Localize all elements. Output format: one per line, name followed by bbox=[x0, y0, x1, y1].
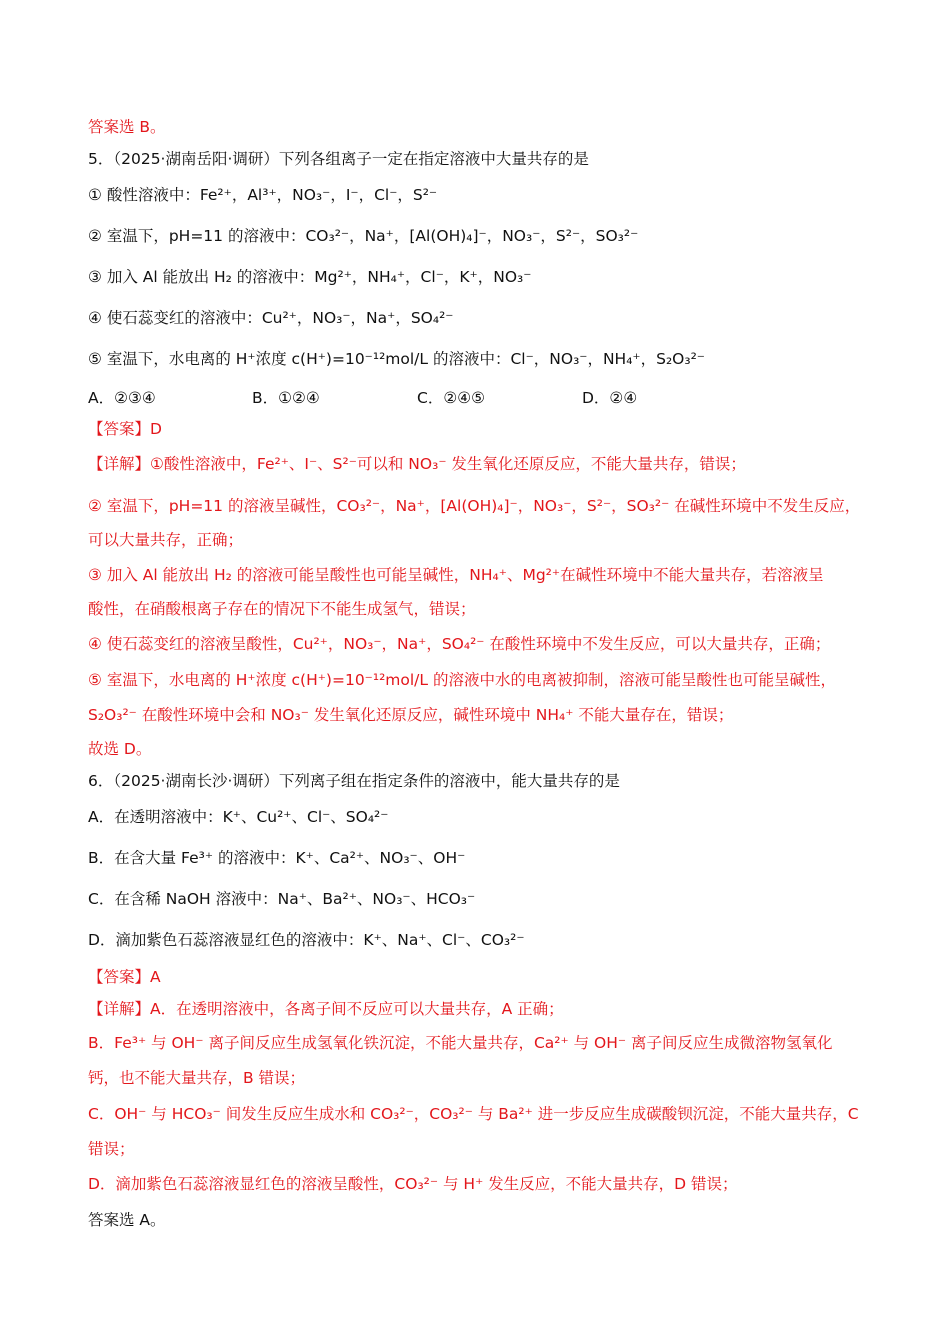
question-6-stem: 6．（2025·湖南长沙·调研）下列离子组在指定条件的溶液中，能大量共存的是 bbox=[88, 772, 620, 790]
q5-explain-line: 【详解】①酸性溶液中，Fe²⁺、I⁻、S²⁻可以和 NO₃⁻ 发生氧化还原反应，不能大量共存，错误； bbox=[88, 455, 746, 473]
q6-option-c: C．在含稀 NaOH 溶液中：Na⁺、Ba²⁺、NO₃⁻、HCO₃⁻ bbox=[88, 890, 476, 908]
q5-explain-line: ⑤ 室温下，水电离的 H⁺浓度 c(H⁺)=10⁻¹²mol/L 的溶液中水的电离被抑制，溶液可能呈酸性也可能呈碱性， bbox=[88, 671, 836, 689]
q6-explain-line: 钙，也不能大量共存，B 错误； bbox=[88, 1069, 306, 1087]
q5-item-4: ④ 使石蕊变红的溶液中：Cu²⁺，NO₃⁻，Na⁺，SO₄²⁻ bbox=[88, 309, 454, 327]
q6-explain-line: 【详解】A．在透明溶液中，各离子间不反应可以大量共存，A 正确； bbox=[88, 1000, 564, 1018]
q5-item-2: ② 室温下，pH=11 的溶液中：CO₃²⁻，Na⁺，[Al(OH)₄]⁻，NO₃⁻，S²⁻，SO₃²⁻ bbox=[88, 227, 639, 245]
q5-option-a: A．②③④ bbox=[88, 389, 156, 407]
q5-explain-line: ② 室温下，pH=11 的溶液呈碱性，CO₃²⁻，Na⁺，[Al(OH)₄]⁻，NO₃⁻，S²⁻，SO₃²⁻ 在碱性环境中不发生反应， bbox=[88, 497, 861, 515]
q5-explain-line: 可以大量共存，正确； bbox=[88, 531, 244, 549]
q5-option-b: B．①②④ bbox=[252, 389, 320, 407]
previous-answer-conclusion: 答案选 B。 bbox=[88, 118, 166, 136]
q6-explain-line: D．滴加紫色石蕊溶液显红色的溶液呈酸性，CO₃²⁻ 与 H⁺ 发生反应，不能大量共存，D 错误； bbox=[88, 1175, 738, 1193]
q5-explain-line: 酸性，在硝酸根离子存在的情况下不能生成氢气，错误； bbox=[88, 600, 476, 618]
q6-explain-line: C．OH⁻ 与 HCO₃⁻ 间发生反应生成水和 CO₃²⁻，CO₃²⁻ 与 Ba²⁺ 进一步反应生成碳酸钡沉淀，不能大量共存，C bbox=[88, 1105, 859, 1123]
q6-explain-line: 错误； bbox=[88, 1140, 135, 1158]
q5-item-5: ⑤ 室温下，水电离的 H⁺浓度 c(H⁺)=10⁻¹²mol/L 的溶液中：Cl⁻，NO₃⁻，NH₄⁺，S₂O₃²⁻ bbox=[88, 350, 705, 368]
q5-option-c: C．②④⑤ bbox=[417, 389, 486, 407]
q5-answer: 【答案】D bbox=[88, 420, 162, 438]
q5-explain-line: 故选 D。 bbox=[88, 740, 152, 758]
q6-option-a: A．在透明溶液中：K⁺、Cu²⁺、Cl⁻、SO₄²⁻ bbox=[88, 808, 389, 826]
q5-explain-line: ③ 加入 Al 能放出 H₂ 的溶液可能呈酸性也可能呈碱性，NH₄⁺、Mg²⁺在碱性环境中不能大量共存，若溶液呈 bbox=[88, 566, 824, 584]
q5-item-1: ① 酸性溶液中：Fe²⁺，Al³⁺，NO₃⁻，I⁻，Cl⁻，S²⁻ bbox=[88, 186, 438, 204]
question-5-stem: 5．（2025·湖南岳阳·调研）下列各组离子一定在指定溶液中大量共存的是 bbox=[88, 150, 589, 168]
q6-answer: 【答案】A bbox=[88, 968, 161, 986]
q5-item-3: ③ 加入 Al 能放出 H₂ 的溶液中：Mg²⁺，NH₄⁺，Cl⁻，K⁺，NO₃⁻ bbox=[88, 268, 532, 286]
q6-option-b: B．在含大量 Fe³⁺ 的溶液中：K⁺、Ca²⁺、NO₃⁻、OH⁻ bbox=[88, 849, 466, 867]
q5-option-d: D．②④ bbox=[582, 389, 638, 407]
q5-explain-line: S₂O₃²⁻ 在酸性环境中会和 NO₃⁻ 发生氧化还原反应，碱性环境中 NH₄⁺ 不能大量存在，错误； bbox=[88, 706, 734, 724]
q6-explain-line: B．Fe³⁺ 与 OH⁻ 离子间反应生成氢氧化铁沉淀，不能大量共存，Ca²⁺ 与 OH⁻ 离子间反应生成微溶物氢氧化 bbox=[88, 1034, 833, 1052]
q5-explain-line: ④ 使石蕊变红的溶液呈酸性，Cu²⁺，NO₃⁻，Na⁺，SO₄²⁻ 在酸性环境中不发生反应，可以大量共存，正确； bbox=[88, 635, 831, 653]
q6-answer-conclusion: 答案选 A。 bbox=[88, 1211, 166, 1229]
q6-option-d: D．滴加紫色石蕊溶液显红色的溶液中：K⁺、Na⁺、Cl⁻、CO₃²⁻ bbox=[88, 931, 525, 949]
